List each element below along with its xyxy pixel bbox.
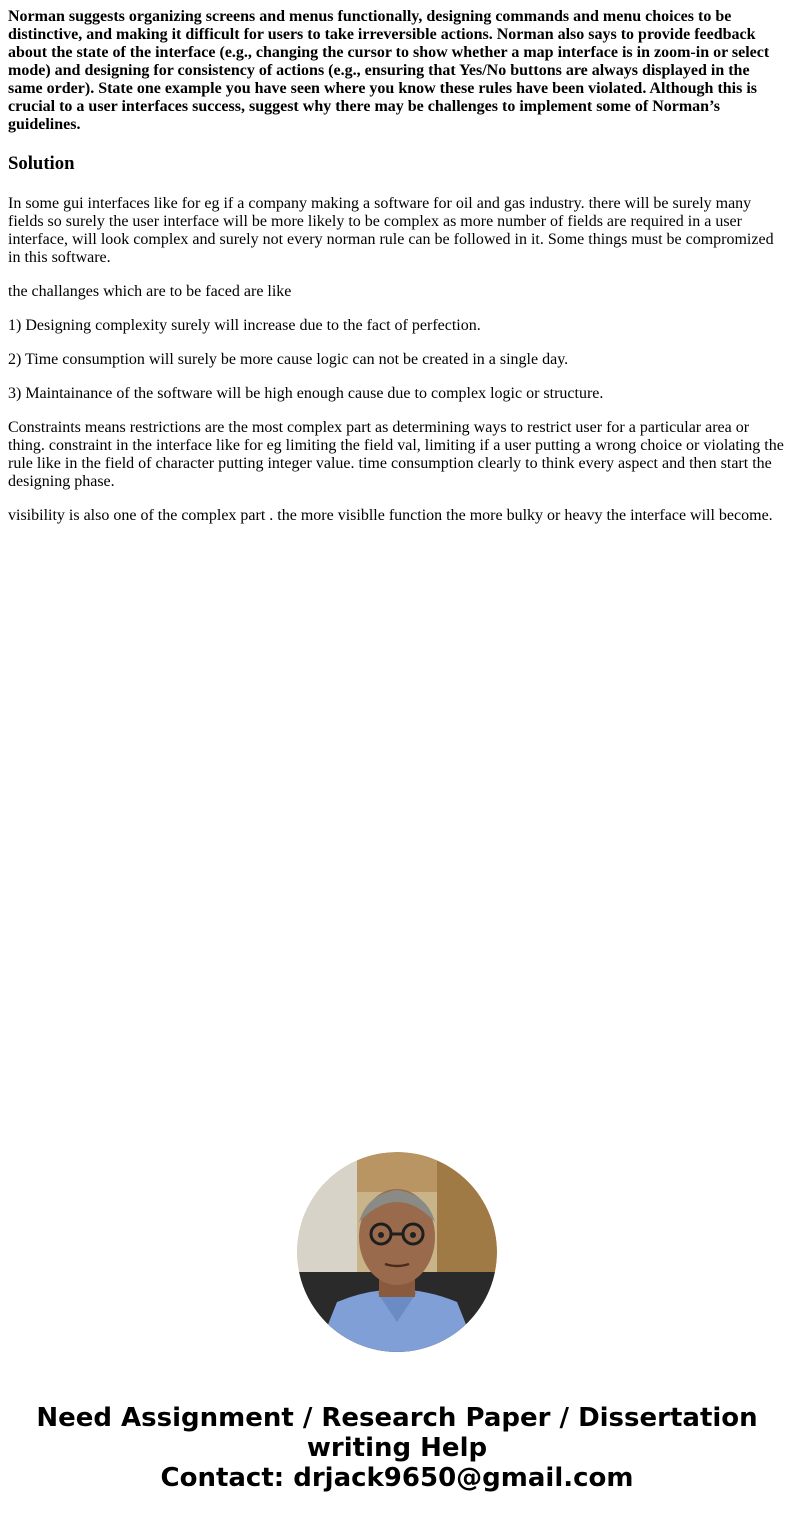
document-body — [0, 0, 794, 525]
answer-paragraph: visibility is also one of the complex part . the more visiblle function the more bulky or heavy the interface will become. — [8, 507, 773, 524]
promo-headline: Need Assignment / Research Paper / Dissertation writing Help — [36, 1403, 758, 1463]
answer-paragraph: Constraints means restrictions are the most complex part as determining ways to restrict user for a particular area or thing. constraint in the interface like for eg limiting the field val, limiting if a user putting a wrong choice or violating the rule like in the field of character putting integer value. time consumption clearly to think every aspect and then start the designing phase. — [8, 419, 784, 490]
answer-list-item: 2) Time consumption will surely be more cause logic can not be created in a single day. — [8, 351, 569, 368]
answer-list-item: 1) Designing complexity surely will increase due to the fact of perfection. — [8, 317, 481, 334]
promo-text — [0, 1403, 794, 1493]
answer-list-item: 3) Maintainance of the software will be high enough cause due to complex logic or structure. — [8, 385, 604, 402]
question-text: Norman suggests organizing screens and menus functionally, designing commands and menu choices to be distinctive, and making it difficult for users to take irreversible actions. Norman also says to provide feedback about the state of the interface (e.g., changing the cursor to show whether a map interface is in zoom-in or select mode) and designing for consistency of actions (e.g., ensuring that Yes/No buttons are always displayed in the same order). State one example you have seen where you know these rules have been violated. Although this is crucial to a user interfaces success, suggest why there may be challenges to implement some of Norman’s guidelines. — [8, 8, 770, 133]
answer-paragraph: the challanges which are to be faced are like — [8, 283, 292, 300]
promo-contact: Contact: drjack9650@gmail.com — [160, 1463, 634, 1493]
author-avatar — [297, 1152, 497, 1352]
answer-paragraph: In some gui interfaces like for eg if a company making a software for oil and gas industry. there will be surely many fields so surely the user interface will be more likely to be complex as more number of fields are required in a user interface, will look complex and surely not every norman rule can be followed in it. Some things must be compromized in this software. — [8, 195, 774, 266]
promo-block — [0, 1152, 794, 1493]
solution-heading: Solution — [8, 153, 75, 174]
